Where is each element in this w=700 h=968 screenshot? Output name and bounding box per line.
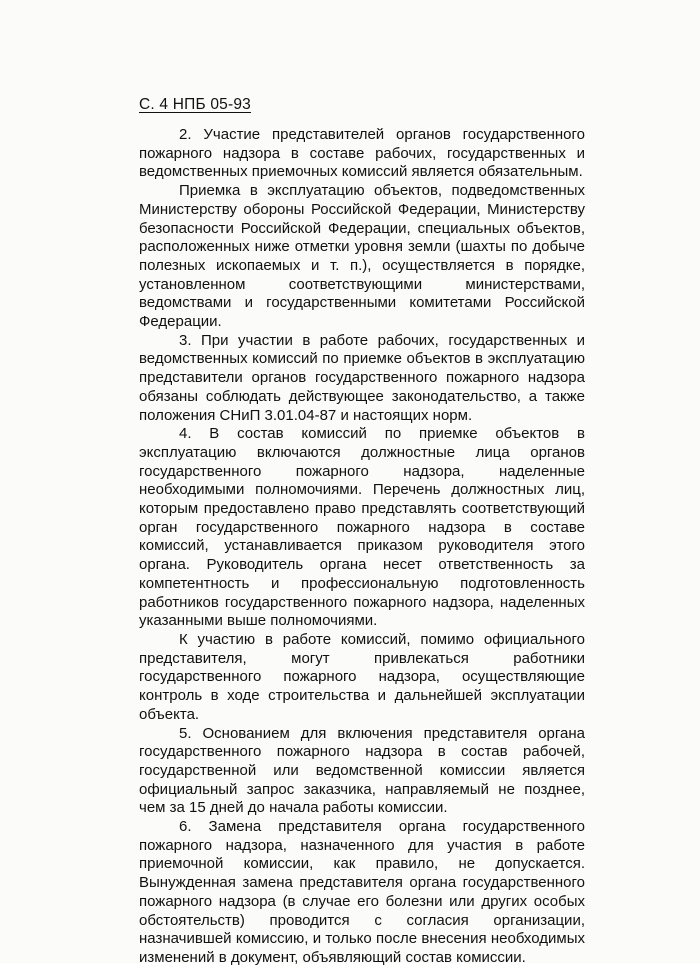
paragraph-6: 6. Замена представителя органа государственного пожарного надзора, назначенного для участия в работе приемочной комиссии, как правило, не допускается. Вынужденная замена представителя органа государственного пожарного надзора (в случае его болезни или других особых обстоятельств) проводится с согласия организации, назначившей комиссию, и только после внесения необходимых изменений в документ, объявляющий состав комиссии.	[139, 818, 585, 966]
paragraph-3: 3. При участии в работе рабочих, государственных и ведомственных комиссий по приемке объектов в эксплуатацию представители органов государственного пожарного надзора обязаны соблюдать действующее законодательство, а также положения СНиП 3.01.04-87 и настоящих норм.	[139, 331, 585, 424]
page-header: С. 4 НПБ 05-93	[139, 96, 251, 113]
paragraph-2: 2. Участие представителей органов государственного пожарного надзора в составе рабочих, государственных и ведомственных приемочных комиссий является обязательным.	[139, 126, 585, 181]
paragraph-4: 4. В состав комиссий по приемке объектов в эксплуатацию включаются должностные лица органов государственного пожарного надзора, наделенные необходимыми полномочиями. Перечень должностных лиц, которым предоставлено право представлять соответствующий орган государственного пожарного надзора в составе комиссий, устанавливается приказом руководителя этого органа. Руководитель органа несет ответственность за компетентность и профессиональную подготовленность работников государственного пожарного надзора, наделенных указанными выше полномочиями.	[139, 425, 585, 630]
paragraph-4-participation: К участию в работе комиссий, помимо официального представителя, могут привлекаться работники государственного пожарного надзора, осуществляющие контроль в ходе строительства и дальнейшей эксплуатации объекта.	[139, 630, 585, 723]
document-body	[139, 126, 585, 968]
paragraph-5: 5. Основанием для включения представителя органа государственного пожарного надзора в состав рабочей, государственной или ведомственной комиссии является официальный запрос заказчика, направляемый не позднее, чем за 15 дней до начала работы комиссии.	[139, 724, 585, 817]
paragraph-2-acceptance: Приемка в эксплуатацию объектов, подведомственных Министерству обороны Российской Федерации, Министерству безопасности Российской Федерации, специальных объектов, расположенных ниже отметки уровня земли (шахты по добыче полезных ископаемых и т. п.), осуществляется в порядке, установленном соответствующими министерствами, ведомствами и государственными комитетами Российской Федерации.	[139, 182, 585, 331]
